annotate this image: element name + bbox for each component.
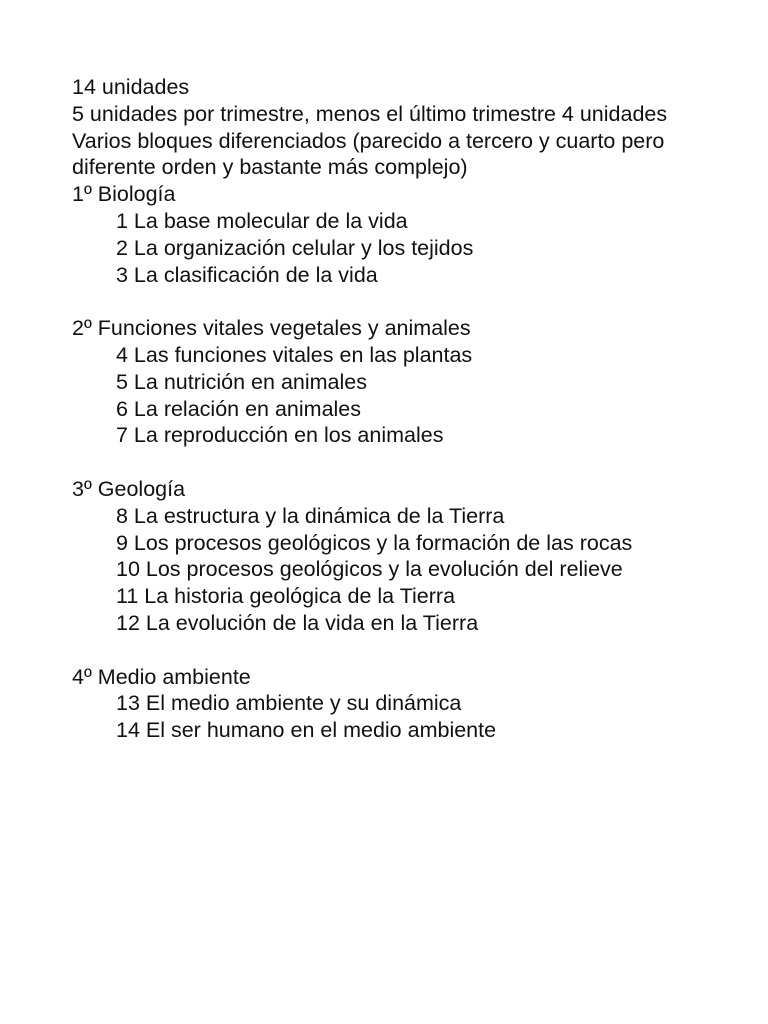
unit-item: 4 Las funciones vitales en las plantas bbox=[116, 342, 473, 367]
blocks-note-line: Varios bloques diferenciados (parecido a tercero y cuarto pero diferente orden y bastante más complejo) bbox=[72, 128, 665, 180]
unit-item: 3 La clasificación de la vida bbox=[116, 262, 378, 287]
unit-item: 6 La relación en animales bbox=[116, 396, 362, 421]
blank-line bbox=[72, 637, 712, 664]
blank-line bbox=[72, 288, 712, 315]
unit-item: 9 Los procesos geológicos y la formación de las rocas bbox=[116, 530, 633, 555]
units-total-line: 14 unidades bbox=[72, 75, 190, 99]
unit-item: 11 La historia geológica de la Tierra bbox=[116, 584, 456, 609]
unit-item: 12 La evolución de la vida en la Tierra bbox=[116, 610, 479, 635]
unit-item: 10 Los procesos geológicos y la evolución del relieve bbox=[116, 557, 623, 582]
block-heading-geologia: 3º Geología bbox=[72, 476, 186, 501]
block-heading-medio-ambiente: 4º Medio ambiente bbox=[72, 664, 251, 689]
unit-item: 13 El medio ambiente y su dinámica bbox=[116, 691, 462, 716]
blank-line bbox=[72, 449, 712, 476]
unit-item: 1 La base molecular de la vida bbox=[116, 208, 408, 233]
unit-item: 7 La reproducción en los animales bbox=[116, 423, 444, 448]
unit-item: 14 El ser humano en el medio ambiente bbox=[116, 718, 497, 743]
block-heading-biologia: 1º Biología bbox=[72, 182, 176, 207]
unit-item: 5 La nutrición en animales bbox=[116, 369, 367, 394]
block-heading-funciones-vitales: 2º Funciones vitales vegetales y animales bbox=[72, 316, 471, 341]
unit-item: 8 La estructura y la dinámica de la Tierra bbox=[116, 503, 505, 528]
units-per-term-line: 5 unidades por trimestre, menos el último trimestre 4 unidades bbox=[72, 101, 668, 126]
document-body bbox=[72, 74, 712, 744]
unit-item: 2 La organización celular y los tejidos bbox=[116, 235, 474, 260]
